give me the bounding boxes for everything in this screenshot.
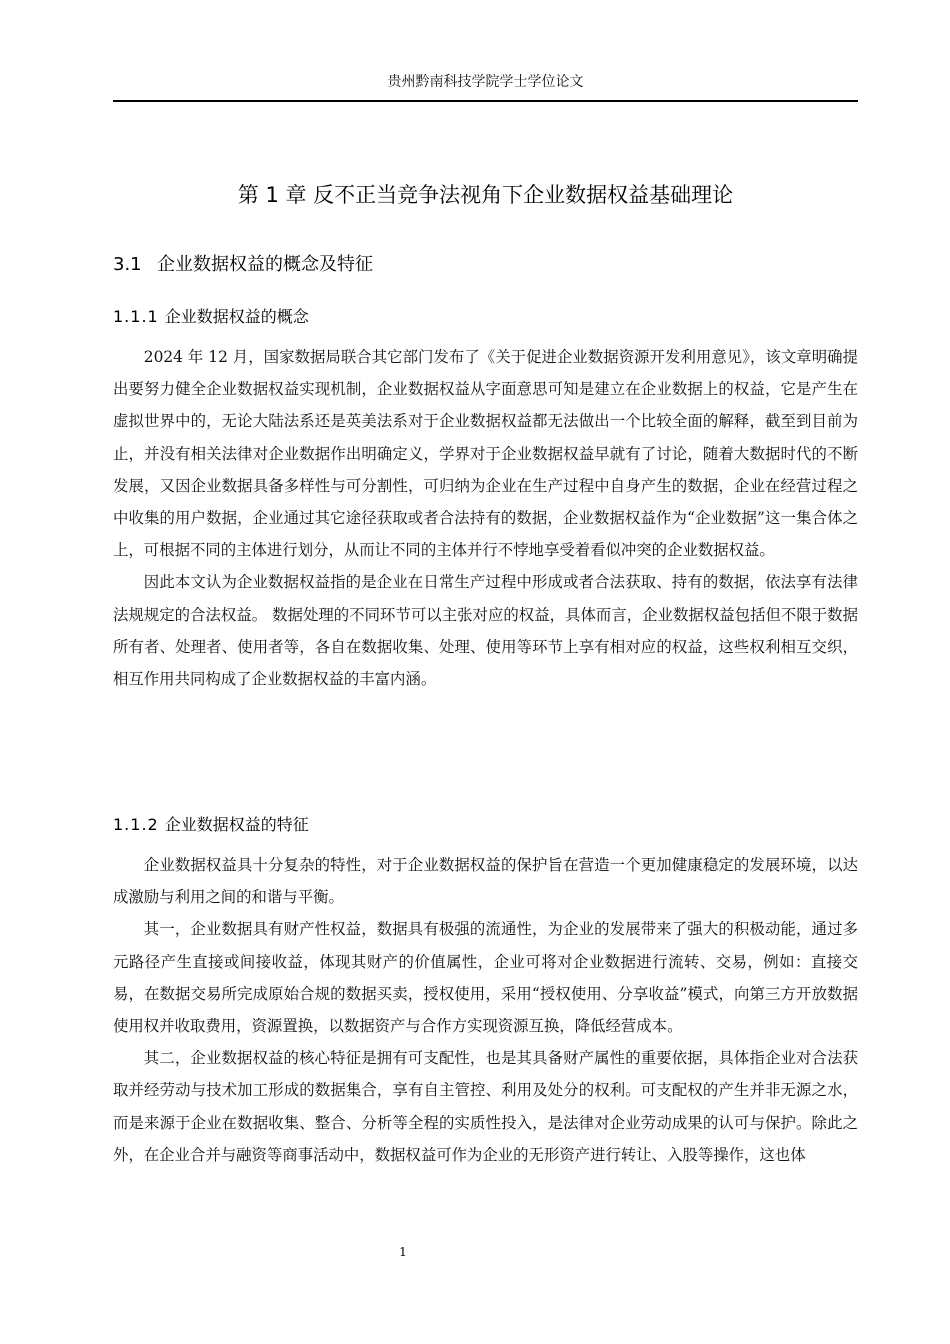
header-rule [113,100,858,102]
paragraph: 2024 年 12 月，国家数据局联合其它部门发布了《关于促进企业数据资源开发利用意见》，该文章明确提出要努力健全企业数据权益实现机制，企业数据权益从字面意思可知是建立在企业数据上的权益，它是产生在虚拟世界中的，无论大陆法系还是英美法系对于企业数据权益都无法做出一个比较全面的解释，截至到目前为止，并没有相关法律对企业数据作出明确定义，学界对于企业数据权益早就有了讨论，随着大数据时代的不断发展，又因企业数据具备多样性与可分割性，可归纳为企业在生产过程中自身产生的数据，企业在经营过程之中收集的用户数据，企业通过其它途径获取或者合法持有的数据，企业数据权益作为“企业数据”这一集合体之上，可根据不同的主体进行划分，从而让不同的主体并行不悖地享受着看似冲突的企业数据权益。 [113,348,858,560]
section-title-text: 企业数据权益的概念及特征 [157,254,373,275]
page-number: 1 [399,1245,407,1259]
running-header: 贵州黔南科技学院学士学位论文 [387,74,584,90]
paragraph: 其一，企业数据具有财产性权益，数据具有极强的流通性，为企业的发展带来了强大的积极动能，通过多元路径产生直接或间接收益，体现其财产的价值属性，企业可将对企业数据进行流转、交易，例如：直接交易，在数据交易所完成原始合规的数据买卖，授权使用，采用“授权使用、分享收益”模式，向第三方开放数据使用权并收取费用，资源置换，以数据资产与合作方实现资源互换，降低经营成本。 [113,920,858,1036]
subsection-number: 1.1.1 [113,307,159,326]
body-text-concept [113,341,858,695]
paragraph: 因此本文认为企业数据权益指的是企业在日常生产过程中形成或者合法获取、持有的数据，依法享有法律法规规定的合法权益。 数据处理的不同环节可以主张对应的权益，具体而言，企业数据权益包括但不限于数据所有者、处理者、使用者等，各自在数据收集、处理、使用等环节上享有相对应的权益，这些权利相互交织，相互作用共同构成了企业数据权益的丰富内涵。 [113,573,858,689]
paragraph: 企业数据权益具十分复杂的特性，对于企业数据权益的保护旨在营造一个更加健康稳定的发展环境，以达成激励与利用之间的和谐与平衡。 [113,856,858,907]
subsection-heading-features [113,813,858,837]
paragraph: 其二，企业数据权益的核心特征是拥有可支配性，也是其具备财产属性的重要依据，具体指企业对合法获取并经劳动与技术加工形成的数据集合，享有自主管控、利用及处分的权利。可支配权的产生并非无源之水，而是来源于企业在数据收集、整合、分析等全程的实质性投入，是法律对企业劳动成果的认可与保护。除此之外，在企业合并与融资等商事活动中，数据权益可作为企业的无形资产进行转让、入股等操作，这也体 [113,1049,858,1164]
section-heading [113,252,858,278]
chapter-title: 第 1 章 反不正当竞争法视角下企业数据权益基础理论 [237,183,734,207]
section-number: 3.1 [113,254,142,275]
subsection-heading-concept [113,305,858,329]
body-text-features [113,849,858,1171]
subsection-title-text: 企业数据权益的概念 [164,307,309,326]
subsection-number: 1.1.2 [113,815,159,834]
subsection-title-text: 企业数据权益的特征 [164,815,309,834]
